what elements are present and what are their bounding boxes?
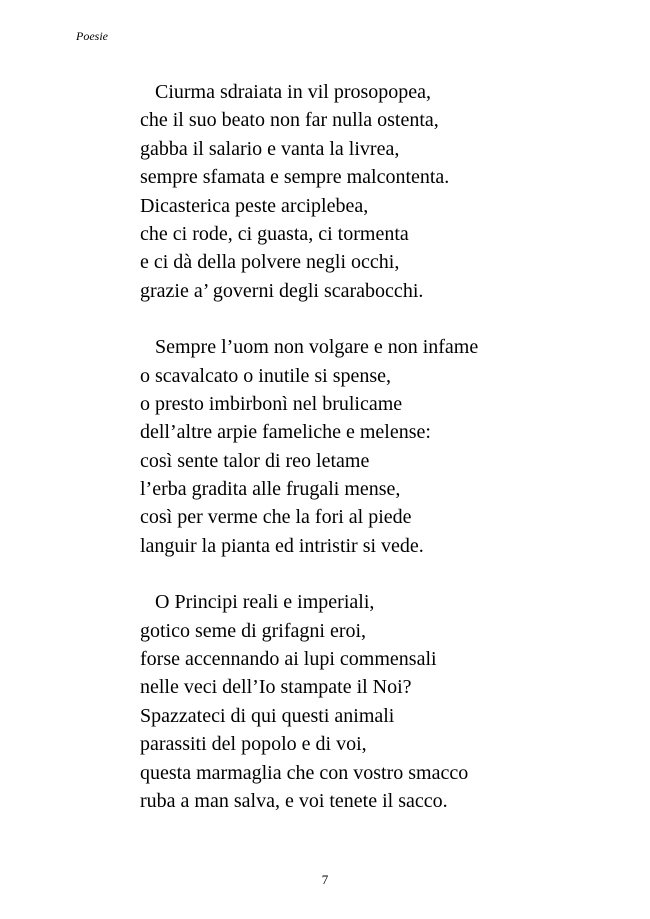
verse-line: e ci dà della polvere negli occhi, [140,251,400,274]
stanza-1 [140,78,620,305]
stanza-3 [140,588,620,815]
verse-line: sempre sfamata e sempre malcontenta. [140,166,450,189]
verse-line: dell’altre arpie fameliche e melense: [140,421,431,444]
verse-line: l’erba gradita alle frugali mense, [140,478,401,501]
poem [140,78,620,843]
verse-line: forse accennando ai lupi commensali [140,648,437,671]
verse-line: grazie a’ governi degli scarabocchi. [140,279,424,302]
verse-line: così sente talor di reo letame [140,449,370,472]
verse-line: gotico seme di grifagni eroi, [140,619,367,642]
verse-line: O Principi reali e imperiali, [155,591,375,614]
verse-line: languir la pianta ed intristir si vede. [140,534,424,557]
verse-line: o scavalcato o inutile si spense, [140,364,392,387]
verse-line: che ci rode, ci guasta, ci tormenta [140,222,409,245]
verse-line: Spazzateci di qui questi animali [140,704,395,727]
verse-line: Sempre l’uom non volgare e non infame [155,336,479,359]
stanza-2 [140,333,620,560]
running-header: Poesie [76,29,108,43]
verse-line: Dicasterica peste arciplebea, [140,194,369,217]
verse-line: questa marmaglia che con vostro smacco [140,761,469,784]
verse-line: nelle veci dell’Io stampate il Noi? [140,676,412,699]
page-number: 7 [321,872,329,887]
verse-line: così per verme che la fori al piede [140,506,412,529]
verse-line: ruba a man salva, e voi tenete il sacco. [140,789,448,812]
verse-line: che il suo beato non far nulla ostenta, [140,109,439,132]
verse-line: gabba il salario e vanta la livrea, [140,137,400,160]
verse-line: parassiti del popolo e di voi, [140,733,367,756]
verse-line: Ciurma sdraiata in vil prosopopea, [155,81,432,103]
verse-line: o presto imbirbonì nel brulicame [140,392,403,415]
